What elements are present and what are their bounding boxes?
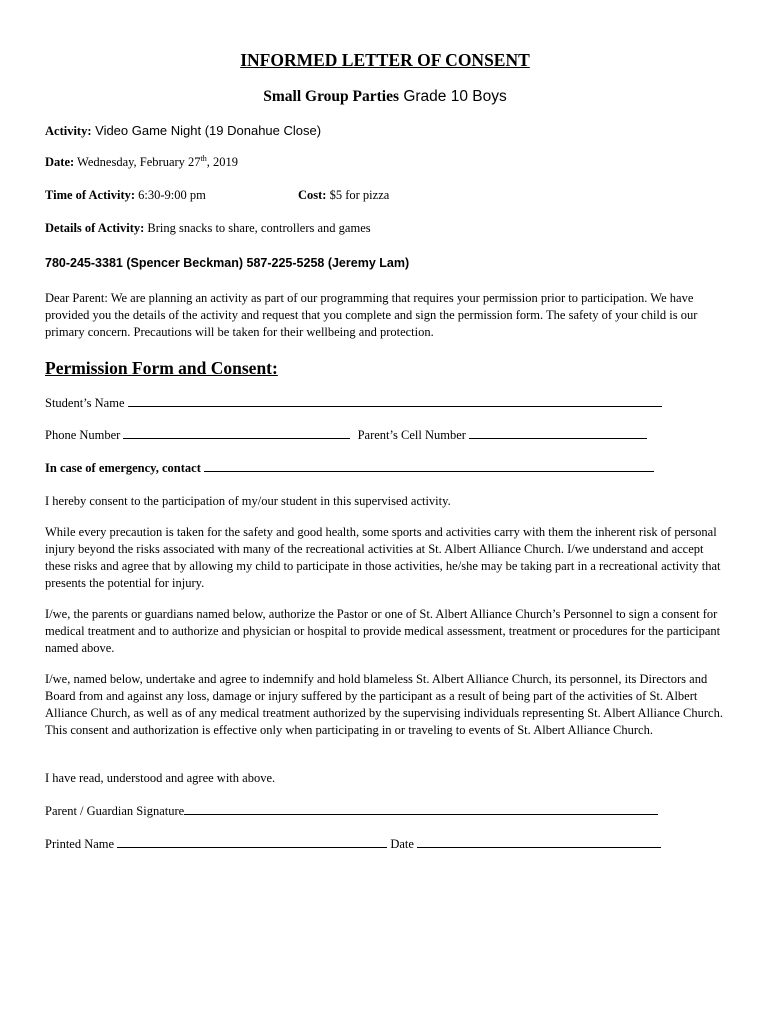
student-name-label: Student’s Name [45,396,125,410]
printed-name-row [45,836,661,852]
time-label: Time of Activity: [45,188,136,202]
signature-row [45,803,658,819]
date-sign-label: Date [390,837,414,851]
emergency-row [45,460,654,476]
agreement-statement: I have read, understood and agree with above. [45,771,276,785]
permission-section-title: Permission Form and Consent: [45,358,278,378]
cost-value: $5 for pizza [326,188,390,202]
document-subtitle [0,88,770,106]
details-row [45,220,371,236]
signature-field[interactable] [184,803,658,815]
cost-row [298,187,389,203]
contact-numbers: 780-245-3381 (Spencer Beckman) 587-225-5258 (Jeremy Lam) [45,256,410,270]
printed-name-label: Printed Name [45,837,115,851]
signature-label: Parent / Guardian Signature [45,804,185,818]
phone-row [45,427,647,443]
document-title: INFORMED LETTER OF CONSENT [240,50,530,70]
date-label: Date: [45,155,75,169]
risk-paragraph: While every precaution is taken for the safety and good health, some sports and activities carry with them the inherent risk of personal injury beyond the risks associated with many of the recreational activities at St. Albert Alliance Church. I/we understand and accept these risks and agree that by allowing my child to participate in those activities, he/she may be taking part in a recreational activity that presents the potential for injury. [45,525,721,590]
activity-row [45,123,321,139]
details-label: Details of Activity: [45,221,145,235]
date-sign-field[interactable] [417,836,661,848]
activity-value: Video Game Night (19 Donahue Close) [91,123,322,138]
date-value: Wednesday, February 27th, 2019 [74,153,239,169]
intro-paragraph: Dear Parent: We are planning an activity as part of our programming that requires your permission prior to participation. We have provided you the details of the activity and request that you complete and sign the permission form. The safety of your child is our primary concern. Precautions will be taken for their wellbeing and protection. [45,291,698,339]
indemnify-paragraph: I/we, named below, undertake and agree to indemnify and hold blameless St. Albert Alliance Church, its personnel, its Directors and Board from and against any loss, damage or injury suffered by the participant as a result of being part of the activities of St. Albert Alliance Church, as well as of any medical treatment authorized by the supervising individuals representing St. Albert Alliance Church. This consent and authorization is effective only when participating in or traveling to events of St. Albert Alliance Church. [45,672,723,737]
date-row [45,154,238,170]
parent-cell-field[interactable] [469,427,647,439]
emergency-label: In case of emergency, contact [45,461,201,475]
medical-consent-paragraph: I/we, the parents or guardians named below, authorize the Pastor or one of St. Albert Alliance Church’s Personnel to sign a consent for medical treatment and to authorize and physician or hospital to provide medical assessment, treatment or procedures for the participant named above. [45,607,721,655]
consent-statement: I hereby consent to the participation of my/our student in this supervised activity. [45,494,451,508]
subtitle-group: Grade 10 Boys [399,88,507,105]
student-name-row [45,395,662,411]
time-value: 6:30-9:00 pm [135,188,206,202]
emergency-contact-field[interactable] [204,460,654,472]
cost-label: Cost: [298,188,327,202]
details-value: Bring snacks to share, controllers and games [144,221,371,235]
printed-name-field[interactable] [117,836,387,848]
phone-label: Phone Number [45,428,121,442]
subtitle-event: Small Group Parties [263,88,400,105]
phone-field[interactable] [123,427,350,439]
student-name-field[interactable] [128,395,662,407]
time-row [45,187,206,203]
activity-label: Activity: [45,124,92,138]
parent-cell-label: Parent’s Cell Number [357,428,466,442]
